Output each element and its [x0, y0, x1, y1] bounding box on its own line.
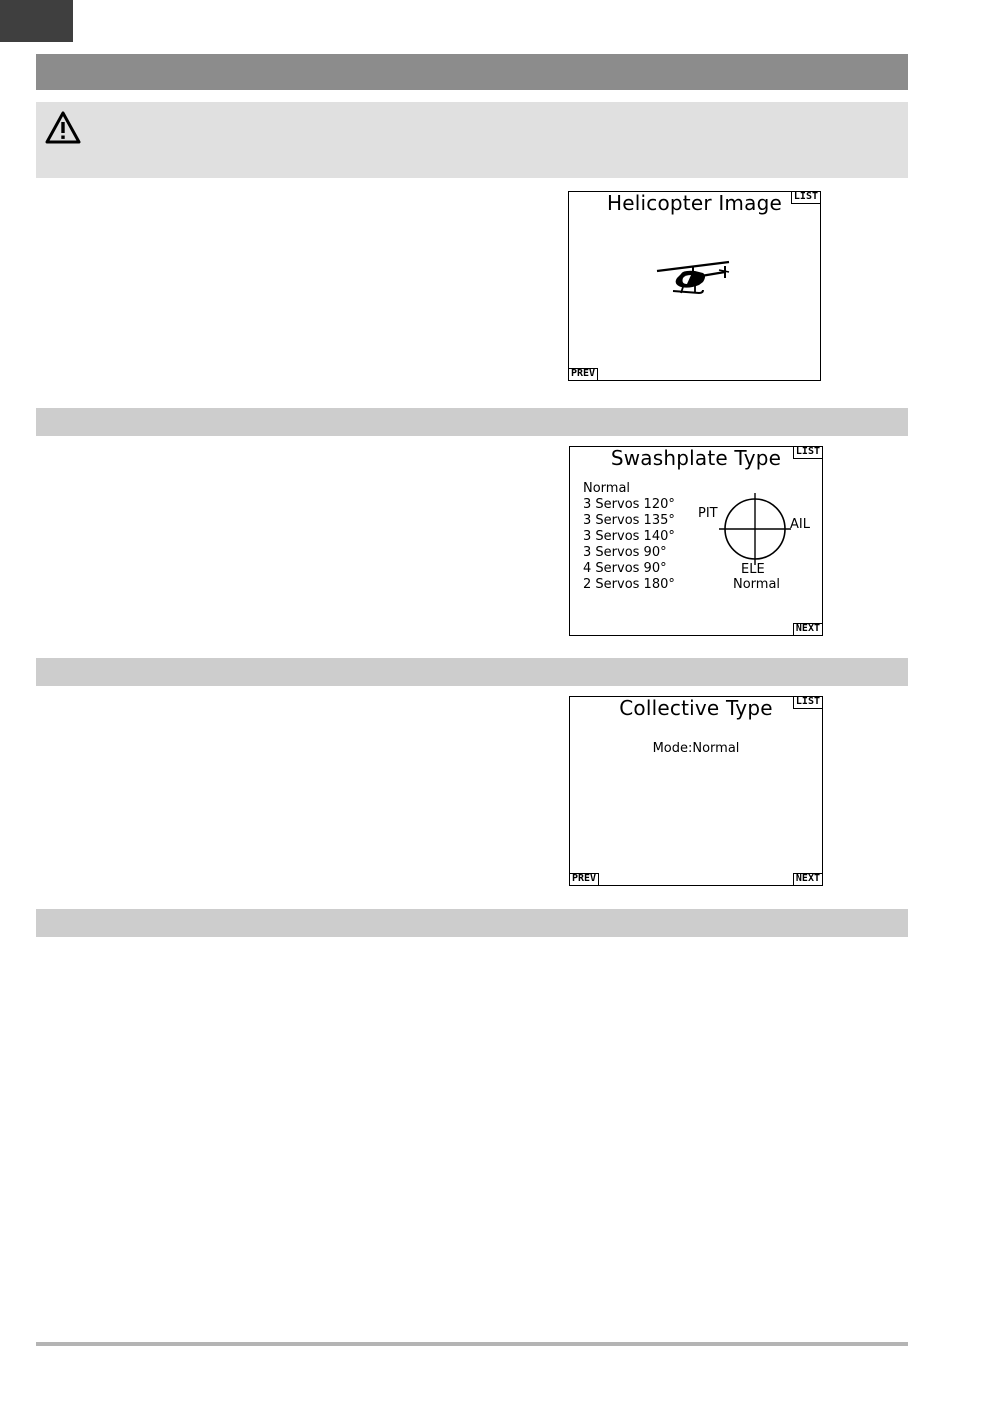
page-tab	[0, 0, 73, 42]
next-button[interactable]: NEXT	[793, 873, 823, 886]
pitch-label: PIT	[698, 506, 718, 521]
list-button[interactable]: LIST	[793, 446, 823, 459]
swashplate-option[interactable]: 4 Servos 90°	[583, 561, 667, 576]
swashplate-mode-label: Normal	[733, 577, 781, 592]
footer-rule	[36, 1342, 908, 1346]
swashplate-option[interactable]: 3 Servos 120°	[583, 497, 675, 512]
warning-box	[36, 102, 908, 178]
warning-icon	[44, 110, 82, 146]
list-button[interactable]: LIST	[791, 191, 821, 204]
swashplate-type-screen	[569, 446, 823, 636]
screen-title: Helicopter Image	[607, 191, 782, 215]
aileron-label: AIL	[790, 517, 810, 532]
helicopter-image-screen	[568, 191, 821, 381]
prev-button[interactable]: PREV	[569, 873, 599, 886]
swashplate-option[interactable]: 2 Servos 180°	[583, 577, 675, 592]
elevator-label: ELE	[741, 562, 765, 577]
prev-button[interactable]: PREV	[568, 368, 598, 381]
swashplate-option[interactable]: 3 Servos 135°	[583, 513, 675, 528]
helicopter-icon	[653, 258, 733, 298]
section-bar	[36, 408, 908, 436]
swashplate-options-list	[583, 481, 675, 593]
swashplate-diagram	[717, 491, 793, 567]
swashplate-option[interactable]: 3 Servos 140°	[583, 529, 675, 544]
next-button[interactable]: NEXT	[793, 623, 823, 636]
header-bar	[36, 54, 908, 90]
section-bar	[36, 658, 908, 686]
collective-type-screen	[569, 696, 823, 886]
screen-title: Swashplate Type	[610, 446, 782, 470]
section-bar	[36, 909, 908, 937]
list-button[interactable]: LIST	[793, 696, 823, 709]
screen-title: Collective Type	[619, 696, 773, 720]
collective-mode-value[interactable]: Mode:Normal	[652, 741, 740, 756]
swashplate-option[interactable]: 3 Servos 90°	[583, 545, 667, 560]
swashplate-option[interactable]: Normal	[583, 481, 631, 496]
